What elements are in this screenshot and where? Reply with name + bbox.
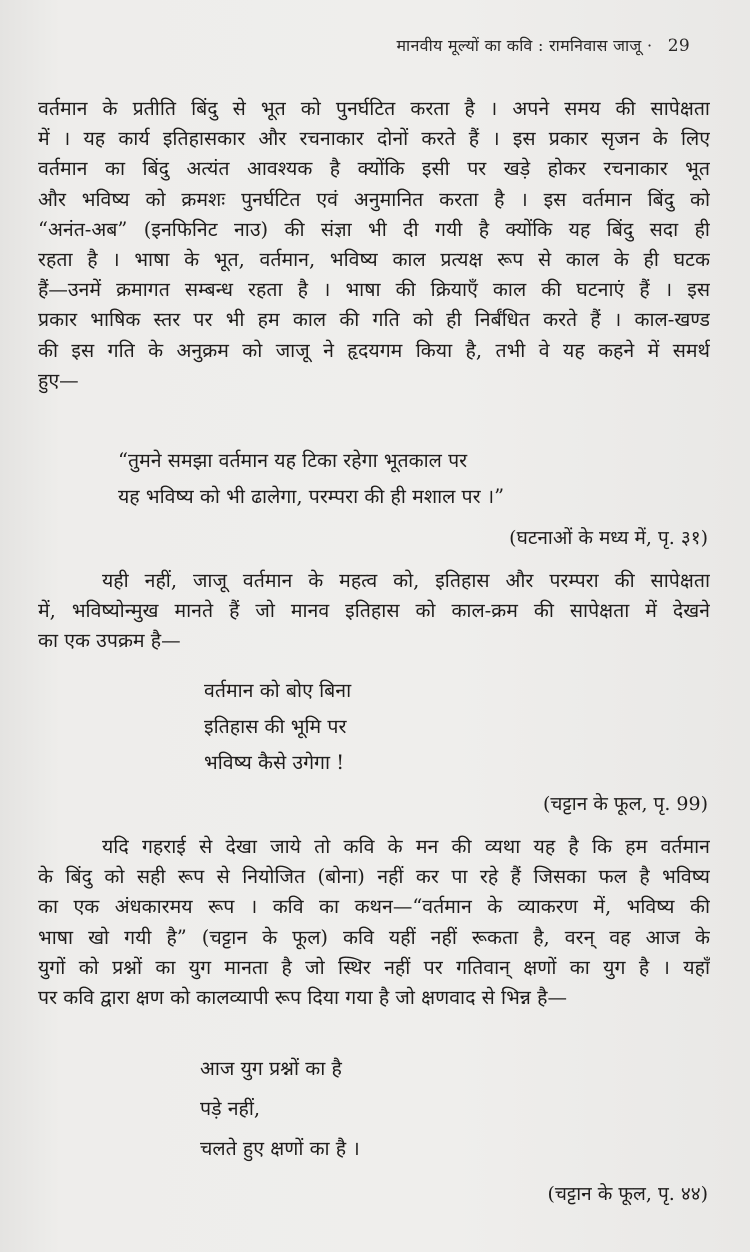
paragraph-line: युगों को प्रश्नों का युग मानता है जो स्थिर नहीं पर गतिवान् क्षणों का युग है । यहाँ: [38, 955, 710, 979]
quote-2-line-2: इतिहास की भूमि पर: [204, 715, 347, 738]
quote-1-line-2: यह भविष्य को भी ढालेगा, परम्परा की ही मशाल पर ।”: [118, 485, 505, 508]
paragraph-line: वर्तमान के प्रतीति बिंदु से भूत को पुनर्घटित करता है । अपने समय की सापेक्षता: [38, 97, 710, 120]
quote-2-line-1: वर्तमान को बोए बिना: [204, 679, 352, 702]
paragraph-line: में । यह कार्य इतिहासकार और रचनाकार दोनों करते हैं । इस प्रकार सृजन के लिए: [38, 127, 710, 151]
paragraph-line: प्रकार भाषिक स्तर पर भी हम काल की गति को ही निर्बंधित करते हैं । काल-खण्ड: [38, 308, 710, 332]
paragraph-line: के बिंदु को सही रूप से नियोजित (बोना) नहीं कर पा रहे हैं जिसका फल है भविष्य: [38, 865, 710, 889]
quote-1-citation: (घटनाओं के मध्य में, पृ. ३१): [509, 527, 708, 549]
paragraph-line: भाषा खो गयी है” (चट्टान के फूल) कवि यहीं नहीं रूकता है, वरन् वह आज के: [38, 925, 710, 949]
paragraph-line: पर कवि द्वारा क्षण को कालव्यापी रूप दिया गया है जो क्षणवाद से भिन्न है—: [38, 986, 567, 1010]
quote-3-citation: (चट्टान के फूल, पृ. ४४): [547, 1183, 708, 1205]
paragraph-line: रहता है । भाषा के भूत, वर्तमान, भविष्य काल प्रत्यक्ष रूप से काल के ही घटक: [38, 248, 710, 272]
paragraph-1: [38, 94, 710, 396]
paragraph-line: “अनंत-अब” (इनफिनिट नाउ) की संज्ञा भी दी गयी है क्योंकि यह बिंदु सदा ही: [38, 217, 710, 241]
running-head-title: मानवीय मूल्यों का कवि : रामनिवास जाजू: [396, 36, 642, 55]
quote-2-line-3: भविष्य कैसे उगेगा !: [204, 751, 345, 774]
paragraph-line: यही नहीं, जाजू वर्तमान के महत्व को, इतिहास और परम्परा की सापेक्षता: [102, 569, 710, 592]
paragraph-2: [38, 566, 710, 657]
paragraph-line: वर्तमान का बिंदु अत्यंत आवश्यक है क्योंकि इसी पर खड़े होकर रचनाकार भूत: [38, 157, 710, 181]
paragraph-line: हुए—: [38, 368, 79, 392]
running-head: [396, 34, 690, 56]
quote-3-line-1: आज युग प्रश्नों का है: [200, 1057, 342, 1080]
paragraph-line: और भविष्य को क्रमशः पुनर्घटित एवं अनुमानित करता है । इस वर्तमान बिंदु को: [38, 187, 710, 211]
quote-3-line-2: पड़े नहीं,: [200, 1097, 261, 1120]
paragraph-line: की इस गति के अनुक्रम को जाजू ने हृदयगम किया है, तभी वे यह कहने में समर्थ: [38, 338, 710, 362]
paragraph-line: में, भविष्योन्मुख मानते हैं जो मानव इतिहास को काल-क्रम की सापेक्षता में देखने: [38, 599, 710, 623]
paragraph-3: [38, 832, 710, 1013]
quote-3-line-3: चलते हुए क्षणों का है ।: [200, 1137, 360, 1160]
quote-1-line-1: “तुमने समझा वर्तमान यह टिका रहेगा भूतकाल पर: [118, 449, 468, 472]
paragraph-line: का एक अंधकारमय रूप । कवि का कथन—“वर्तमान के व्याकरण में, भविष्य की: [38, 895, 710, 919]
quote-2-citation: (चट्टान के फूल, पृ. 99): [543, 793, 708, 815]
running-head-separator: ·: [646, 36, 653, 55]
paragraph-line: का एक उपक्रम है—: [38, 629, 181, 653]
paragraph-line: यदि गहराई से देखा जाये तो कवि के मन की व्यथा यह है कि हम वर्तमान: [102, 835, 710, 858]
paragraph-line: हैं—उनमें क्रमागत सम्बन्ध रहता है । भाषा की क्रियाएँ काल की घटनाएं हैं । इस: [38, 278, 710, 302]
page-number: 29: [667, 36, 690, 56]
